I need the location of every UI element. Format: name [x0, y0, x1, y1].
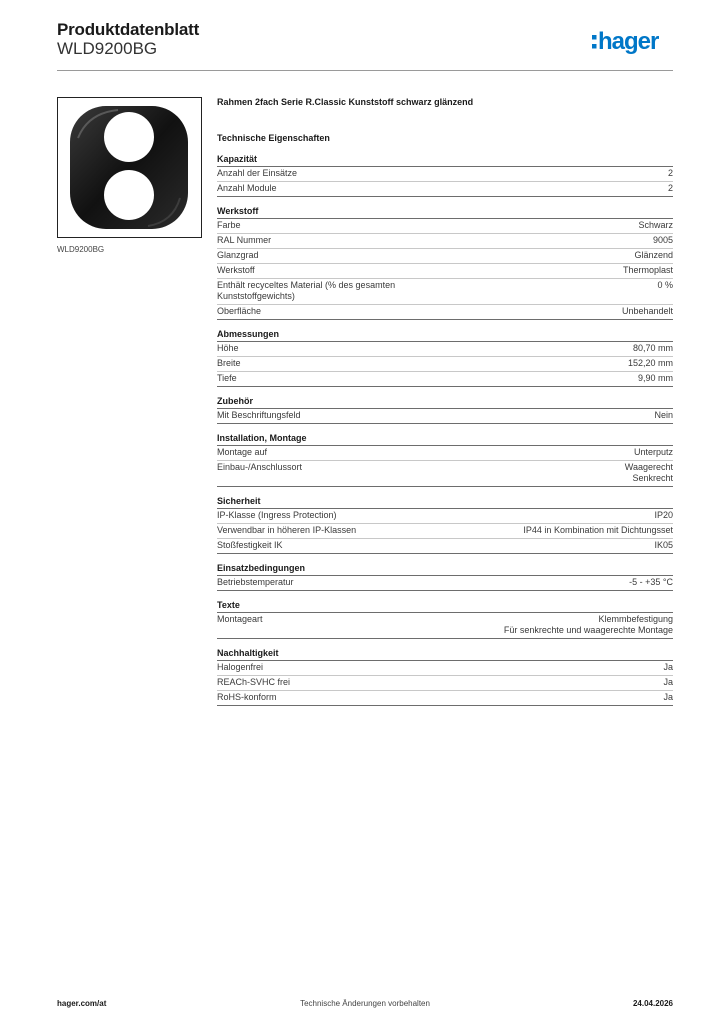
- spec-row: [217, 264, 673, 279]
- section-title: Abmessungen: [217, 328, 673, 342]
- spec-row: [217, 509, 673, 524]
- spec-row: [217, 613, 673, 639]
- section-title: Zubehör: [217, 395, 673, 409]
- spec-value: [634, 447, 673, 458]
- spec-value-line: 2: [667, 183, 673, 193]
- spec-value-line: Ja: [663, 662, 673, 672]
- spec-row: [217, 249, 673, 264]
- spec-value: [663, 677, 673, 688]
- spec-row: [217, 661, 673, 676]
- spec-label: Werkstoff: [217, 265, 255, 275]
- spec-label: Betriebstemperatur: [217, 577, 294, 587]
- logo-dot-bottom: [592, 44, 597, 49]
- section-title: Sicherheit: [217, 495, 673, 509]
- spec-value: [523, 525, 673, 536]
- specification-sections: [217, 153, 673, 706]
- spec-value-line: Klemmbefestigung: [598, 614, 673, 624]
- section-title: Installation, Montage: [217, 432, 673, 446]
- spec-value-line: 152,20 mm: [627, 358, 673, 368]
- spec-value: [625, 462, 673, 484]
- spec-row: [217, 676, 673, 691]
- spec-value: [668, 183, 673, 194]
- spec-value-line: 2: [667, 168, 673, 178]
- spec-row: [217, 279, 673, 305]
- spec-value: [654, 410, 673, 421]
- spec-value-line: Schwarz: [638, 220, 673, 230]
- spec-label: Montage auf: [217, 447, 268, 457]
- header-divider: [57, 70, 673, 71]
- product-image: [57, 97, 202, 238]
- spec-value: [668, 168, 673, 179]
- spec-value-line: IP20: [654, 510, 673, 520]
- spec-label: Tiefe: [217, 373, 237, 383]
- spec-value-line: Nein: [654, 410, 673, 420]
- spec-row: [217, 305, 673, 320]
- logo-text: hager: [598, 28, 659, 55]
- spec-value-line: Ja: [663, 677, 673, 687]
- page-footer: [57, 999, 673, 1011]
- spec-value: [633, 343, 673, 354]
- spec-label: Anzahl Module: [217, 183, 277, 193]
- section-title: Kapazität: [217, 153, 673, 167]
- frame-body: [70, 106, 188, 229]
- spec-row: [217, 219, 673, 234]
- spec-value: [663, 662, 673, 673]
- spec-row: [217, 539, 673, 554]
- spec-row: [217, 576, 673, 591]
- spec-label: Verwendbar in höheren IP-Klassen: [217, 525, 357, 535]
- spec-value-line: IK05: [654, 540, 673, 550]
- spec-label: Höhe: [217, 343, 239, 353]
- spec-label: Glanzgrad: [217, 250, 259, 260]
- spec-value-line: 0 %: [657, 280, 673, 290]
- spec-row: [217, 182, 673, 197]
- spec-label: Breite: [217, 358, 241, 368]
- spec-label: Oberfläche: [217, 306, 262, 316]
- spec-value-line: IP44 in Kombination mit Dichtungsset: [523, 525, 673, 535]
- spec-value: [628, 358, 673, 369]
- spec-value-line: Für senkrechte und waagerechte Montage: [503, 625, 673, 635]
- spec-value: [653, 235, 673, 246]
- spec-value: [629, 577, 673, 588]
- spec-label: Einbau-/Anschlussort: [217, 462, 303, 472]
- spec-value-line: Unbehandelt: [621, 306, 673, 316]
- product-title: Rahmen 2fach Serie R.Classic Kunststoff schwarz glänzend: [217, 97, 474, 107]
- spec-section: [217, 647, 673, 706]
- spec-section: [217, 432, 673, 487]
- spec-value-line: Waagerecht: [624, 462, 673, 472]
- product-image-caption: WLD9200BG: [57, 245, 105, 254]
- spec-label: Montageart: [217, 614, 263, 624]
- hager-logo: [591, 27, 673, 57]
- spec-section: [217, 495, 673, 554]
- document-title: Produktdatenblatt: [57, 20, 200, 39]
- spec-value: [638, 220, 673, 231]
- spec-value-line: 80,70 mm: [632, 343, 673, 353]
- technical-properties-heading: Technische Eigenschaften: [217, 133, 330, 143]
- spec-value-line: Unterputz: [633, 447, 673, 457]
- footer-date: 24.04.2026: [632, 999, 673, 1008]
- spec-section: [217, 205, 673, 320]
- spec-value: [663, 692, 673, 703]
- spec-value-line: Ja: [663, 692, 673, 702]
- spec-label: Mit Beschriftungsfeld: [217, 410, 301, 420]
- spec-label: REACh-SVHC frei: [217, 677, 291, 687]
- spec-section: [217, 599, 673, 639]
- section-title: Werkstoff: [217, 205, 673, 219]
- document-subtitle: WLD9200BG: [57, 39, 158, 58]
- spec-value-line: 9005: [652, 235, 673, 245]
- spec-label: Enthält recyceltes Material (% des gesamten Kunststoffgewichts): [217, 280, 396, 301]
- spec-value-line: Glänzend: [634, 250, 673, 260]
- spec-row: [217, 524, 673, 539]
- spec-row: [217, 342, 673, 357]
- specification-content: [217, 96, 673, 714]
- section-title: Texte: [217, 599, 673, 613]
- spec-label: Anzahl der Einsätze: [217, 168, 298, 178]
- spec-row: [217, 446, 673, 461]
- double-frame-picture: [58, 98, 201, 237]
- spec-row: [217, 691, 673, 706]
- spec-row: [217, 461, 673, 487]
- footer-website: hager.com/at: [57, 999, 107, 1008]
- spec-value-line: 9,90 mm: [637, 373, 673, 383]
- spec-value: [504, 614, 673, 636]
- page-header: [57, 20, 673, 68]
- spec-value: [654, 540, 673, 551]
- spec-value: [634, 250, 673, 261]
- spec-value: [654, 510, 673, 521]
- spec-value: [638, 373, 673, 384]
- spec-value-line: Thermoplast: [622, 265, 673, 275]
- spec-label: IP-Klasse (Ingress Protection): [217, 510, 337, 520]
- spec-row: [217, 167, 673, 182]
- spec-label: RoHS-konform: [217, 692, 277, 702]
- spec-row: [217, 372, 673, 387]
- spec-value-line: -5 - +35 °C: [629, 577, 673, 587]
- spec-row: [217, 409, 673, 424]
- spec-section: [217, 395, 673, 424]
- spec-label: Farbe: [217, 220, 241, 230]
- logo-dot-top: [592, 35, 597, 40]
- spec-value: [657, 280, 673, 291]
- spec-value: [622, 306, 673, 317]
- spec-value: [623, 265, 673, 276]
- spec-row: [217, 234, 673, 249]
- spec-section: [217, 153, 673, 197]
- spec-label: RAL Nummer: [217, 235, 272, 245]
- footer-disclaimer: Technische Änderungen vorbehalten: [300, 999, 430, 1008]
- spec-section: [217, 562, 673, 591]
- spec-section: [217, 328, 673, 387]
- spec-value-line: Senkrecht: [632, 473, 673, 483]
- section-title: Einsatzbedingungen: [217, 562, 673, 576]
- section-title: Nachhaltigkeit: [217, 647, 673, 661]
- spec-label: Stoßfestigkeit IK: [217, 540, 283, 550]
- spec-row: [217, 357, 673, 372]
- spec-label: Halogenfrei: [217, 662, 264, 672]
